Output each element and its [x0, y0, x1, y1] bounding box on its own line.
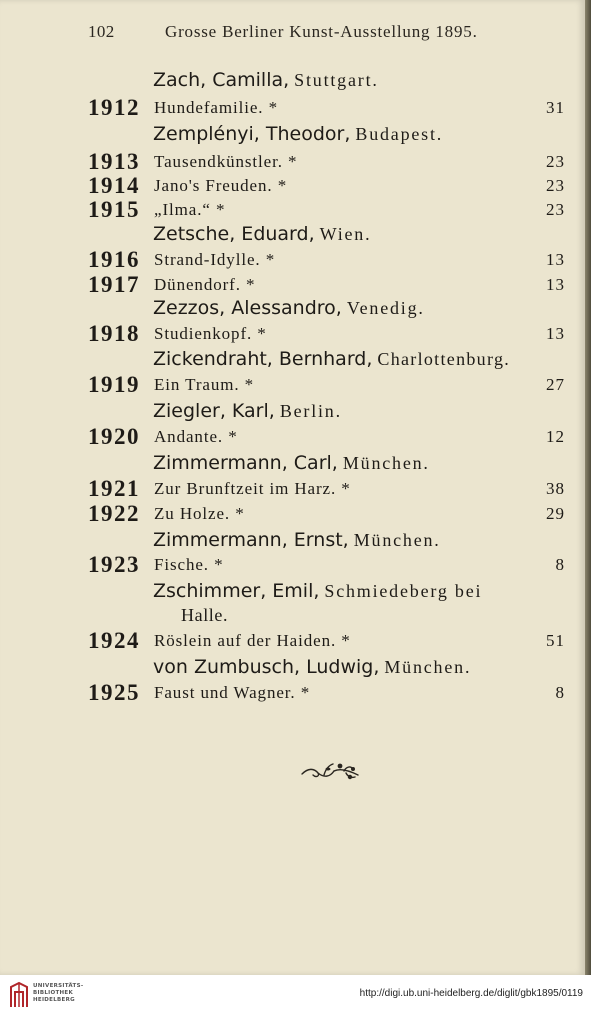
artist-city: Halle. — [181, 605, 229, 625]
artist-name: Zetsche, Eduard, — [153, 223, 315, 245]
artist-name: Zschimmer, Emil, — [153, 580, 320, 602]
entry-number: 1925 — [88, 680, 140, 705]
artist-name: Zickendraht, Bernhard, — [153, 348, 373, 370]
entry-title: Jano's Freuden. * — [154, 176, 288, 195]
artist-city: Wien. — [319, 224, 372, 244]
entry-title: Tausendkünstler. * — [154, 152, 298, 171]
entry-title: Andante. * — [154, 427, 238, 446]
entry-price: 8 — [555, 555, 565, 574]
artist-city: München. — [353, 530, 441, 550]
entry-price: 23 — [546, 200, 565, 219]
entry-price: 12 — [546, 427, 565, 446]
entry-title: Faust und Wagner. * — [154, 683, 311, 702]
entry-price: 13 — [546, 324, 565, 343]
running-title: Grosse Berliner Kunst-Ausstellung 1895. — [165, 22, 478, 41]
entry-number: 1917 — [88, 272, 140, 297]
artist-name: Zimmermann, Carl, — [153, 452, 338, 474]
entry-number: 1919 — [88, 372, 140, 397]
page-header — [0, 22, 585, 46]
entry-title: Ein Traum. * — [154, 375, 255, 394]
entry-price: 23 — [546, 176, 565, 195]
artist-city: München. — [342, 453, 430, 473]
entry-title: Hundefamilie. * — [154, 98, 278, 117]
entry-price: 8 — [555, 683, 565, 702]
entry-title: Röslein auf der Haiden. * — [154, 631, 351, 650]
entry-number: 1914 — [88, 173, 140, 198]
entry-title: Fische. * — [154, 555, 224, 574]
artist-name: Zimmermann, Ernst, — [153, 529, 349, 551]
artist-city: Stuttgart. — [294, 70, 379, 90]
entry-number: 1912 — [88, 95, 140, 120]
entry-number: 1913 — [88, 149, 140, 174]
entry-title: Zur Brunftzeit im Harz. * — [154, 479, 351, 498]
artist-city: Charlottenburg. — [377, 349, 511, 369]
entry-price: 38 — [546, 479, 565, 498]
entry-price: 29 — [546, 504, 565, 523]
entry-number: 1918 — [88, 321, 140, 346]
entry-number: 1915 — [88, 197, 140, 222]
permalink-url[interactable]: http://digi.ub.uni-heidelberg.de/diglit/gbk1895/0119 — [359, 988, 583, 999]
artist-name: Zach, Camilla, — [153, 69, 290, 91]
artist-name: Ziegler, Karl, — [153, 400, 275, 422]
institution-name: UNIVERSITÄTS- BIBLIOTHEK HEIDELBERG — [33, 983, 84, 1003]
entry-number: 1923 — [88, 552, 140, 577]
floral-ornament-icon — [300, 760, 362, 782]
entry-title: Studienkopf. * — [154, 324, 267, 343]
entry-title: Dünendorf. * — [154, 275, 256, 294]
entry-price: 23 — [546, 152, 565, 171]
viewer-footer — [0, 975, 591, 1015]
entry-price: 31 — [546, 98, 565, 117]
entry-number: 1916 — [88, 247, 140, 272]
artist-city: Schmiedeberg bei — [324, 581, 483, 601]
entry-number: 1922 — [88, 501, 140, 526]
entry-number: 1920 — [88, 424, 140, 449]
catalog-entry — [0, 676, 585, 710]
entry-price: 51 — [546, 631, 565, 650]
artist-name: Zezzos, Alessandro, — [153, 297, 342, 319]
page-number: 102 — [88, 22, 115, 41]
artist-city: Venedig. — [346, 298, 425, 318]
entry-price: 13 — [546, 250, 565, 269]
page-edge — [585, 0, 591, 975]
entry-price: 27 — [546, 375, 565, 394]
entry-title: Zu Holze. * — [154, 504, 245, 523]
artist-city: Berlin. — [279, 401, 342, 421]
entry-price: 13 — [546, 275, 565, 294]
artist-city: Budapest. — [355, 124, 444, 144]
artist-name: von Zumbusch, Ludwig, — [153, 656, 380, 678]
entry-title: „Ilma.“ * — [154, 200, 226, 219]
artist-city: München. — [384, 657, 472, 677]
entry-number: 1924 — [88, 628, 140, 653]
artist-name: Zemplényi, Theodor, — [153, 123, 351, 145]
university-library-logo-icon — [8, 981, 30, 1009]
entry-number: 1921 — [88, 476, 140, 501]
entry-title: Strand-Idylle. * — [154, 250, 276, 269]
